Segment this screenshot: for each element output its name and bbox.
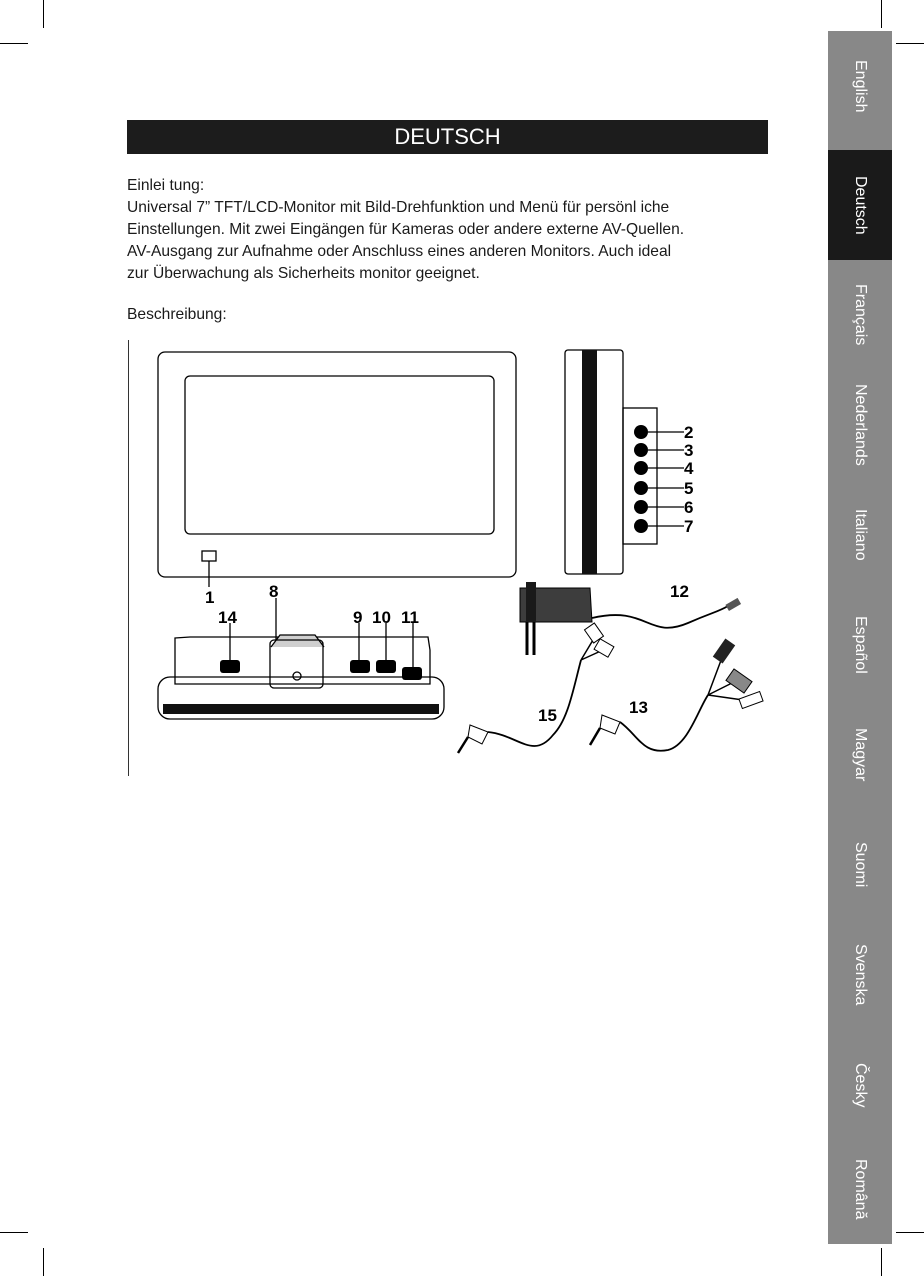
callout-15: 15 (538, 706, 557, 725)
tab-label: Suomi (852, 842, 869, 888)
tab-romana[interactable] (828, 1134, 892, 1244)
crop-mark (43, 0, 44, 28)
tab-italiano[interactable] (828, 480, 892, 590)
monitor-front (158, 352, 516, 577)
tab-label: Svenska (852, 944, 869, 1006)
section-title: DEUTSCH (394, 124, 501, 149)
crop-mark (0, 43, 28, 44)
callout-4: 4 (684, 459, 694, 478)
language-tabs (828, 31, 892, 1244)
section-header (127, 120, 768, 154)
port-11 (402, 667, 422, 680)
tab-nederlands[interactable] (828, 370, 892, 480)
crop-mark (881, 1248, 882, 1276)
callout-13: 13 (629, 698, 648, 717)
intro-line: Universal 7” TFT/LCD-Monitor mit Bild-Drehfunktion und Menü für persönl iche (127, 199, 670, 216)
sensor-1 (202, 551, 216, 561)
tab-francais[interactable] (828, 260, 892, 370)
product-diagram (128, 340, 778, 780)
cable-15 (488, 660, 581, 746)
tab-suomi[interactable] (828, 810, 892, 920)
crop-mark (43, 1248, 44, 1276)
crop-mark (0, 1232, 28, 1233)
stand-mount (270, 640, 323, 688)
callout-11: 11 (401, 608, 419, 627)
callout-1: 1 (205, 588, 215, 607)
intro-line: zur Überwachung als Sicherheits monitor geeignet. (127, 265, 480, 282)
tab-label: Nederlands (852, 384, 869, 466)
crop-mark (896, 1232, 924, 1233)
port-14 (220, 660, 240, 673)
tab-deutsch[interactable] (828, 150, 892, 260)
button-3 (634, 443, 648, 457)
intro-line: AV-Ausgang zur Aufnahme oder Anschluss eines anderen Monitors. Auch ideal (127, 243, 672, 260)
callout-3: 3 (684, 441, 694, 460)
tab-magyar[interactable] (828, 700, 892, 810)
tab-label: English (852, 59, 869, 113)
intro-heading: Einlei tung: (127, 177, 205, 194)
button-5 (634, 481, 648, 495)
port-10 (376, 660, 396, 673)
tab-label: Română (852, 1158, 869, 1220)
tab-espanol[interactable] (828, 590, 892, 700)
callout-9: 9 (353, 608, 363, 627)
callout-7: 7 (684, 517, 694, 536)
description-heading: Beschreibung: (127, 306, 227, 323)
button-7 (634, 519, 648, 533)
callout-8: 8 (269, 582, 279, 601)
monitor-screen (185, 376, 494, 534)
callout-14: 14 (218, 608, 237, 627)
port-9 (350, 660, 370, 673)
tab-svenska[interactable] (828, 920, 892, 1030)
button-4 (634, 461, 648, 475)
button-2 (634, 425, 648, 439)
callout-5: 5 (684, 479, 694, 498)
crop-mark (881, 0, 882, 28)
tab-label: Česky (852, 1062, 869, 1108)
tab-label: Français (852, 284, 869, 346)
intro-line: Einstellungen. Mit zwei Eingängen für Kameras oder andere externe AV-Quellen. (127, 221, 685, 238)
tab-cesky[interactable] (828, 1030, 892, 1140)
tab-label: Magyar (852, 728, 869, 782)
tab-label: Deutsch (852, 175, 869, 235)
callout-2: 2 (684, 423, 694, 442)
callout-12: 12 (670, 582, 689, 601)
intro-text (127, 175, 772, 285)
tab-english[interactable] (828, 31, 892, 141)
tab-label: Italiano (852, 509, 869, 561)
crop-mark (896, 43, 924, 44)
tab-label: Español (852, 616, 869, 674)
callout-6: 6 (684, 498, 694, 517)
callout-10: 10 (372, 608, 391, 627)
button-6 (634, 500, 648, 514)
